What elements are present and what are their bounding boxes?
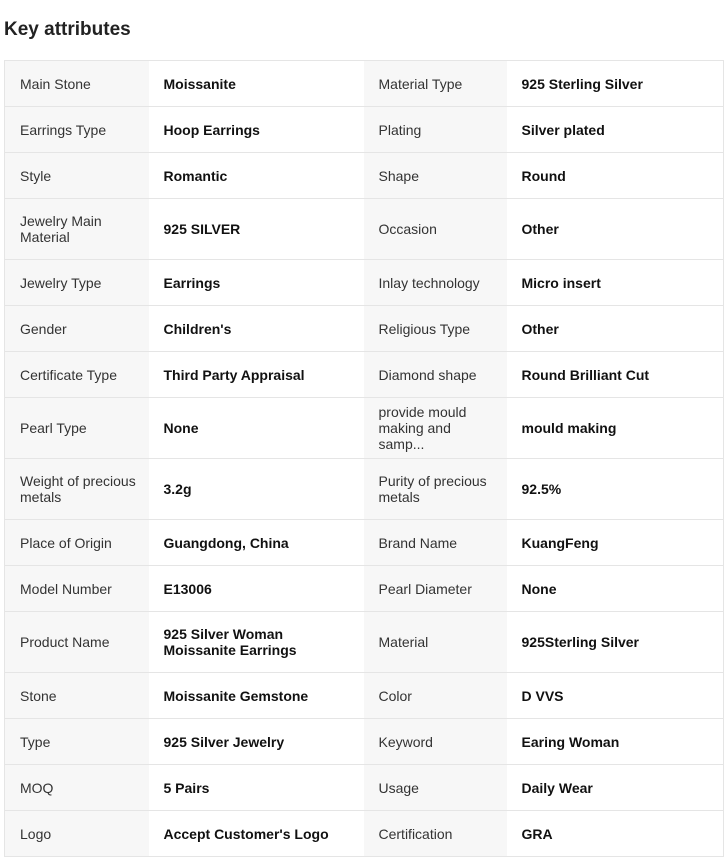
- attribute-label: Logo: [5, 811, 149, 857]
- attribute-value: 92.5%: [507, 459, 724, 520]
- table-row: [5, 520, 724, 566]
- attribute-label: Certificate Type: [5, 352, 149, 398]
- attribute-label: Religious Type: [364, 306, 507, 352]
- attribute-value: GRA: [507, 811, 724, 857]
- table-row: [5, 199, 724, 260]
- attribute-value: Other: [507, 306, 724, 352]
- attribute-label: Diamond shape: [364, 352, 507, 398]
- attribute-value: Daily Wear: [507, 765, 724, 811]
- attribute-label: Pearl Diameter: [364, 566, 507, 612]
- attribute-label: Material Type: [364, 61, 507, 107]
- attribute-value: Earing Woman: [507, 719, 724, 765]
- attribute-value: Hoop Earrings: [149, 107, 364, 153]
- attribute-label: Occasion: [364, 199, 507, 260]
- attribute-label: provide mould making and samp...: [364, 398, 507, 459]
- attribute-label: Plating: [364, 107, 507, 153]
- attribute-label: Style: [5, 153, 149, 199]
- attribute-value: Other: [507, 199, 724, 260]
- attribute-value: 3.2g: [149, 459, 364, 520]
- attribute-label: Stone: [5, 673, 149, 719]
- attribute-value: Romantic: [149, 153, 364, 199]
- table-row: [5, 306, 724, 352]
- attribute-value: 925 Silver Woman Moissanite Earrings: [149, 612, 364, 673]
- key-attributes-table: [4, 60, 724, 857]
- attribute-value: Moissanite Gemstone: [149, 673, 364, 719]
- attribute-label: Place of Origin: [5, 520, 149, 566]
- attribute-value: 925 SILVER: [149, 199, 364, 260]
- table-row: [5, 811, 724, 857]
- table-row: [5, 612, 724, 673]
- table-row: [5, 673, 724, 719]
- attribute-value: 925 Sterling Silver: [507, 61, 724, 107]
- attribute-label: Earrings Type: [5, 107, 149, 153]
- attribute-label: Main Stone: [5, 61, 149, 107]
- attribute-label: MOQ: [5, 765, 149, 811]
- attribute-label: Material: [364, 612, 507, 673]
- table-row: [5, 153, 724, 199]
- table-row: [5, 107, 724, 153]
- attribute-value: Round Brilliant Cut: [507, 352, 724, 398]
- attribute-value: Earrings: [149, 260, 364, 306]
- attribute-label: Product Name: [5, 612, 149, 673]
- attribute-label: Jewelry Type: [5, 260, 149, 306]
- attribute-label: Usage: [364, 765, 507, 811]
- attribute-value: 925Sterling Silver: [507, 612, 724, 673]
- table-row: [5, 566, 724, 612]
- attribute-label: Weight of precious metals: [5, 459, 149, 520]
- attribute-label: Inlay technology: [364, 260, 507, 306]
- attribute-value: KuangFeng: [507, 520, 724, 566]
- attribute-value: None: [507, 566, 724, 612]
- attribute-value: Micro insert: [507, 260, 724, 306]
- attribute-label: Type: [5, 719, 149, 765]
- attribute-label: Brand Name: [364, 520, 507, 566]
- attribute-value: Accept Customer's Logo: [149, 811, 364, 857]
- attribute-value: Silver plated: [507, 107, 724, 153]
- attribute-label: Jewelry Main Material: [5, 199, 149, 260]
- table-row: [5, 459, 724, 520]
- attribute-value: 5 Pairs: [149, 765, 364, 811]
- attribute-value: Round: [507, 153, 724, 199]
- attribute-label: Shape: [364, 153, 507, 199]
- table-row: [5, 352, 724, 398]
- attribute-value: mould making: [507, 398, 724, 459]
- attribute-label: Purity of precious metals: [364, 459, 507, 520]
- attribute-label: Keyword: [364, 719, 507, 765]
- attribute-label: Model Number: [5, 566, 149, 612]
- attribute-value: Children's: [149, 306, 364, 352]
- table-row: [5, 61, 724, 107]
- table-row: [5, 398, 724, 459]
- table-row: [5, 260, 724, 306]
- attribute-label: Gender: [5, 306, 149, 352]
- attribute-value: Moissanite: [149, 61, 364, 107]
- attribute-value: 925 Silver Jewelry: [149, 719, 364, 765]
- attribute-label: Color: [364, 673, 507, 719]
- attribute-value: Guangdong, China: [149, 520, 364, 566]
- table-row: [5, 765, 724, 811]
- attribute-label: Pearl Type: [5, 398, 149, 459]
- attribute-value: None: [149, 398, 364, 459]
- attribute-value: E13006: [149, 566, 364, 612]
- section-title: Key attributes: [4, 19, 131, 40]
- attribute-value: D VVS: [507, 673, 724, 719]
- attribute-value: Third Party Appraisal: [149, 352, 364, 398]
- table-row: [5, 719, 724, 765]
- attribute-label: Certification: [364, 811, 507, 857]
